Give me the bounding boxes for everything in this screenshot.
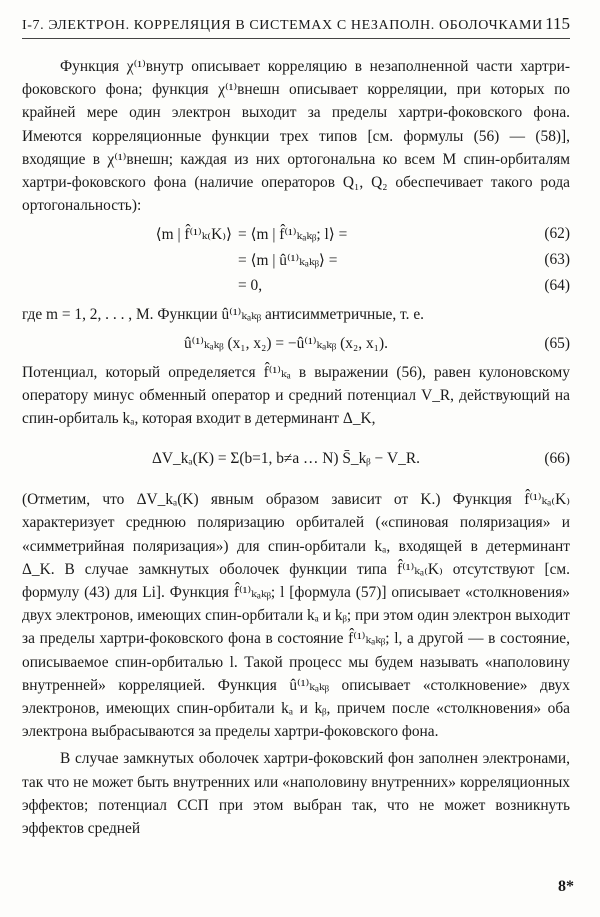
paragraph-5: В случае замкнутых оболочек хартри-фоковский фон заполнен электронами, так что не может быть внутренних или «наполовину внутренних» корреляционных эффектов; потенциал ССП при этом выбран так, что не может возникнуть эффектов средней — [22, 750, 570, 838]
eq66-body: ΔV_kₐ(K) = Σ(b=1, b≠a … N) S̄_kᵦ − V_R. — [152, 450, 420, 468]
paragraph-4: (Отметим, что ΔV_kₐ(K) явным образом зависит от K.) Функция f̂⁽¹⁾ₖₐ₍K₎ характеризует среднюю поляризацию орбиталей («спиновая поляризация» и «симметрийная поляризация») для спин-орбитали kₐ, входящей в детерминант Δ_K. В случае замкнутых оболочек функции типа f̂⁽¹⁾ₖₐ₍K₎ отсутствуют [см. формулу (43) для Li]. Функция f̂⁽¹⁾ₖₐₖᵦ; l [формула (57)] описывает «столкновения» двух электронов, имеющих спин-орбитали kₐ и kᵦ; при этом один электрон выходит за пределы хартри-фоковского фона в состояние f̂⁽¹⁾ₖₐₖᵦ; l, а другой — в состояние, описываемое спин-орбиталью l. Такой процесс мы будем называть «наполовину внутренней» корреляцией. Функция û⁽¹⁾ₖₐₖᵦ описывает «столкновение» двух электронов, имеющих спин-орбитали kₐ и kᵦ, причем после «столкновения» оба электрона выбрасываются за пределы хартри-фоковского фона. — [22, 491, 570, 741]
eq62-lhs: ⟨m | f̂⁽¹⁾ₖ₍K₎⟩ — [155, 225, 232, 243]
eq63-number: (63) — [544, 251, 570, 269]
signature-mark: 8* — [558, 878, 574, 895]
eq62-rhs: = ⟨m | f̂⁽¹⁾ₖₐₖᵦ; l⟩ = — [238, 225, 348, 243]
equation-64 — [22, 273, 570, 299]
page — [22, 14, 570, 840]
page-number: 115 — [545, 14, 570, 33]
eq65-number: (65) — [544, 334, 570, 352]
running-header — [22, 14, 570, 39]
eq64-number: (64) — [544, 277, 570, 295]
eq65-body: û⁽¹⁾ₖₐₖᵦ (x₁, x₂) = −û⁽¹⁾ₖₐₖᵦ (x₂, x₁). — [183, 335, 389, 353]
eq63-rhs: = ⟨m | û⁽¹⁾ₖₐₖᵦ⟩ = — [238, 251, 338, 269]
eq62-number: (62) — [544, 225, 570, 243]
paragraph-3: Потенциал, который определяется f̂⁽¹⁾ₖₐ в выражении (56), равен кулоновскому оператору минус обменный оператор и средний потенциал V_R, действующий на спин-орбиталь kₐ, которая входит в детерминант Δ_K, — [22, 363, 570, 428]
equation-63 — [22, 247, 570, 273]
equation-62 — [22, 221, 570, 247]
header-title: І-7. ЭЛЕКТРОН. КОРРЕЛЯЦИЯ В СИСТЕМАХ С НЕЗАПОЛН. ОБОЛОЧКАМИ — [22, 18, 543, 33]
equation-66 — [22, 430, 570, 488]
eq64-rhs: = 0, — [238, 277, 263, 295]
equation-65 — [22, 331, 570, 357]
eq66-number: (66) — [544, 450, 570, 468]
paragraph-1: Функция χ⁽¹⁾внутр описывает корреляцию в незаполненной части хартри-фоковского фона; функция χ⁽¹⁾внешн описывает корреляции, при которых по крайней мере один электрон выходит за пределы хартри-фоковского фона. Имеются корреляционные функции трех типов [см. формулы (56) — (58)], входящие в χ⁽¹⁾внешн; каждая из них ортогональна ко всем M спин-орбиталям хартри-фоковского фона (наличие операторов Q₁, Q₂ обеспечивает такого рода ортогональность): — [22, 58, 570, 215]
paragraph-2: где m = 1, 2, . . . , M. Функции û⁽¹⁾ₖₐₖᵦ антисимметричные, т. е. — [22, 306, 425, 324]
